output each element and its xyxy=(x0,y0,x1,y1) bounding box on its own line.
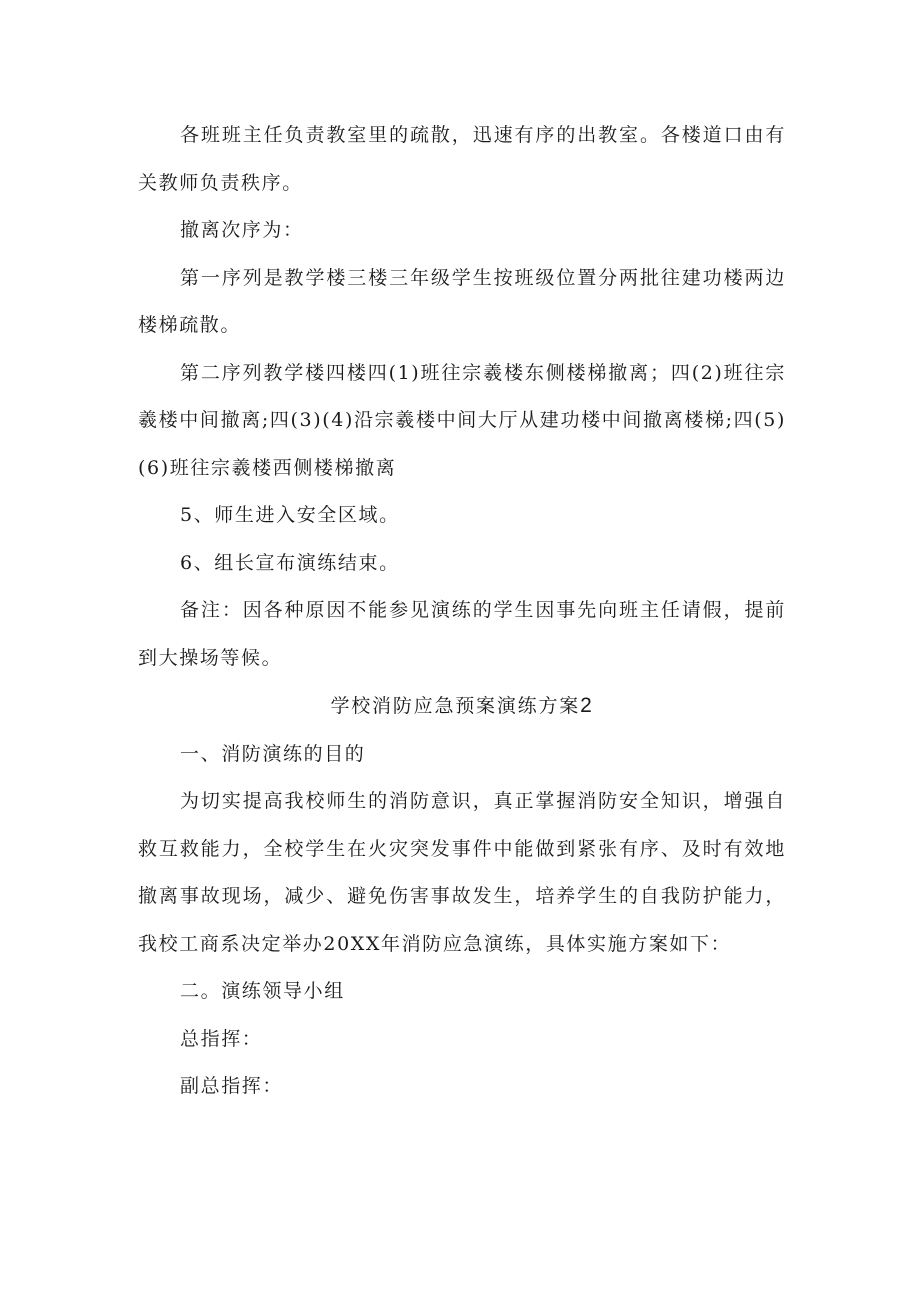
paragraph-remark: 备注：因各种原因不能参见演练的学生因事先向班主任请假，提前到大操场等候。 xyxy=(138,599,786,669)
paragraph-commander: 总指挥： xyxy=(180,1027,263,1050)
paragraph-drill-purpose-heading: 一、消防演练的目的 xyxy=(180,742,366,765)
paragraph-second-sequence: 第二序列教学楼四楼四(1)班往宗羲楼东侧楼梯撤离；四(2)班往宗羲楼中间撤离;四(3)(4)沿宗羲楼中间大厅从建功楼中间撤离楼梯;四(5)(6)班往宗羲楼西侧楼梯撤离 xyxy=(138,361,786,479)
section-2-number: 2 xyxy=(580,694,594,717)
paragraph-leadership-group-heading: 二。演练领导小组 xyxy=(180,980,345,1002)
document-body xyxy=(138,112,786,1111)
paragraph-drill-purpose: 为切实提高我校师生的消防意识，真正掌握消防安全知识，增强自救互救能力，全校学生在火灾突发事件中能做到紧张有序、及时有效地撤离事故现场，减少、避免伤害事故发生，培养学生的自我防护能力，我校工商系决定举办20XX年消防应急演练，具体实施方案如下： xyxy=(138,790,786,955)
paragraph-step-5: 5、师生进入安全区域。 xyxy=(180,504,400,526)
section-2-heading xyxy=(138,682,786,731)
paragraph-deputy-commander: 副总指挥： xyxy=(180,1075,284,1097)
paragraph-first-sequence: 第一序列是教学楼三楼三年级学生按班级位置分两批往建功楼两边楼梯疏散。 xyxy=(138,266,786,336)
paragraph-evacuation-order-label: 撤离次序为： xyxy=(180,219,304,241)
paragraph-evacuation-duty: 各班班主任负责教室里的疏散，迅速有序的出教室。各楼道口由有关教师负责秩序。 xyxy=(138,124,786,194)
section-2-title: 学校消防应急预案演练方案 xyxy=(330,695,581,717)
paragraph-step-6: 6、组长宣布演练结束。 xyxy=(180,551,400,574)
